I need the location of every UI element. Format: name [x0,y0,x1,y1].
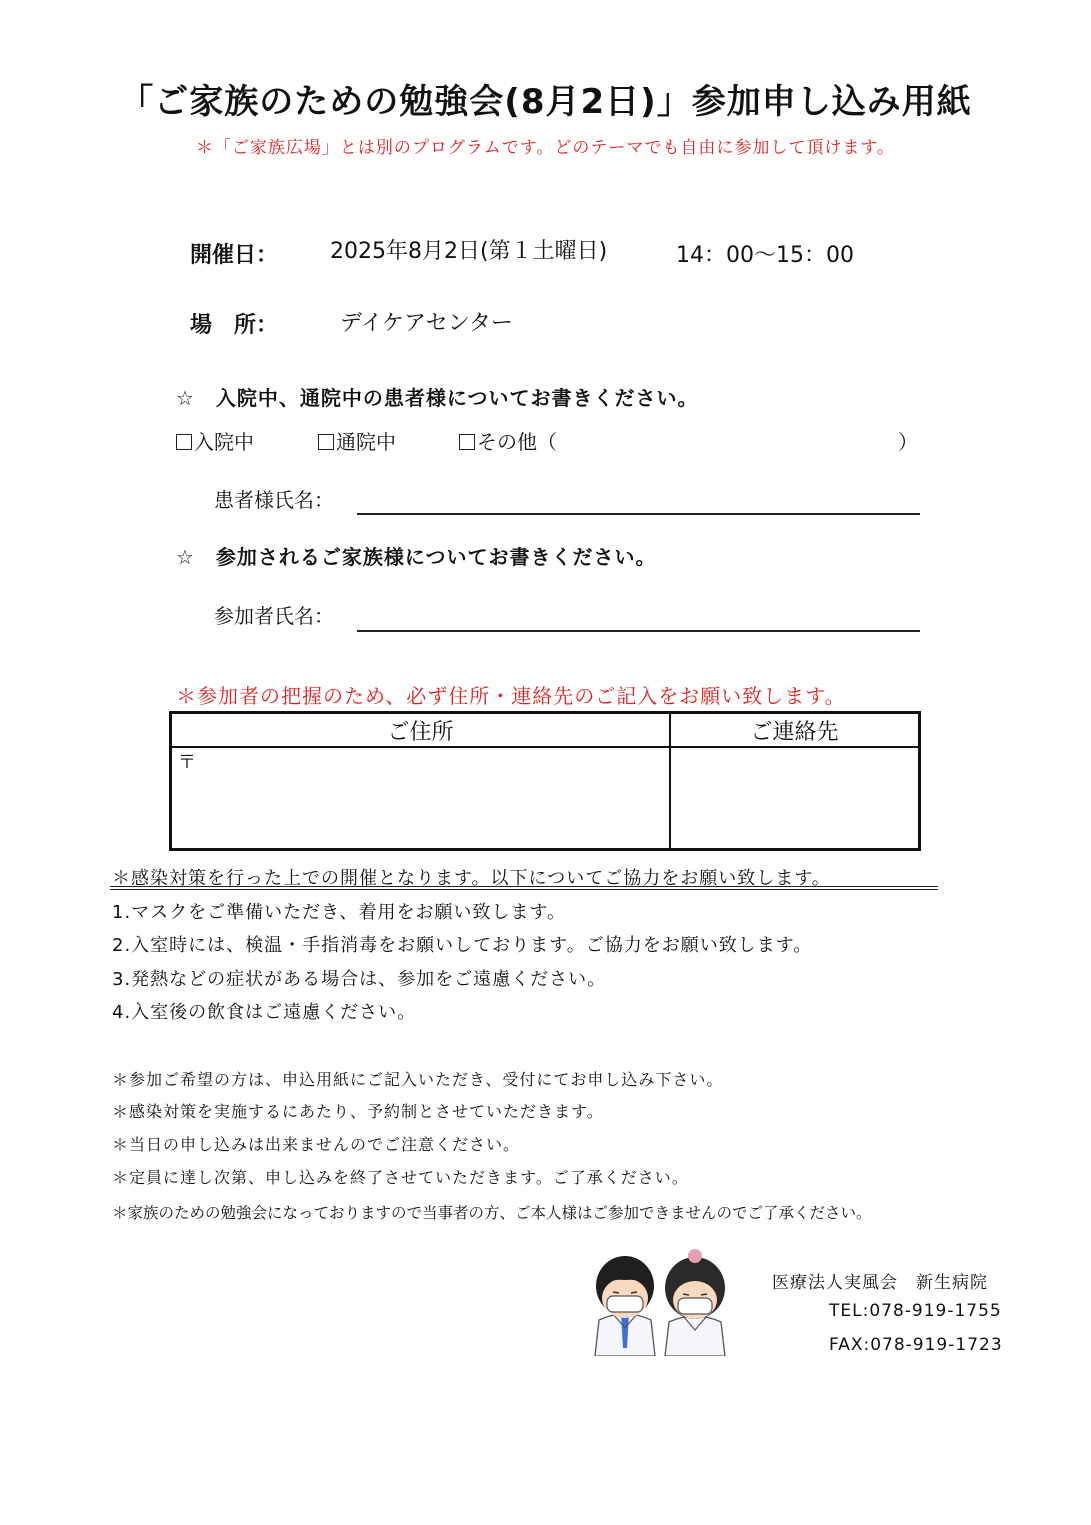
infection-heading: ＊感染対策を行った上での開催となります。以下についてご協力をお願い致します。 [112,868,831,889]
option-other-label: その他（ [477,430,557,454]
infection-item: 1.マスクをご準備いただき、着用をお願い致します。 [112,902,567,923]
subtitle-note: ＊「ご家族広場」とは別のプログラムです。どのテーマでも自由に参加して頂けます。 [195,138,896,158]
postal-mark: 〒 [178,752,196,773]
option-outpatient[interactable] [318,426,396,455]
nurse-woman-icon [665,1249,725,1356]
infection-underline-1 [110,886,938,887]
option-inpatient[interactable] [176,426,254,455]
date-value: 2025年8月2日(第１土曜日) [330,239,608,264]
checkbox-other[interactable] [459,434,475,450]
address-header: ご住所 [171,713,671,748]
family-heading: ☆ 参加されるご家族様についてお書きください。 [176,545,657,569]
place-value: デイケアセンター [340,311,513,336]
doctor-man-icon [595,1256,655,1356]
patient-name-field[interactable] [357,513,920,515]
contact-cell[interactable] [670,747,920,850]
address-contact-table [169,711,921,851]
address-notice: ＊参加者の把握のため、必ず住所・連絡先のご記入をお願い致します。 [176,684,846,708]
infection-underline-2 [110,889,938,890]
note-item: ＊感染対策を実施するにあたり、予約制とさせていただきます。 [112,1102,604,1121]
page-title: 「ご家族のための勉強会(8月2日)」参加申し込み用紙 [119,82,972,122]
checkbox-inpatient[interactable] [176,434,192,450]
patient-heading: ☆ 入院中、通院中の患者様についてお書きください。 [176,386,699,410]
option-other-close: ） [898,430,918,454]
infection-item: 2.入室時には、検温・手指消毒をお願いしております。ご協力をお願い致します。 [112,935,813,956]
patient-name-label: 患者様氏名： [214,488,334,512]
date-label: 開催日： [190,243,279,268]
note-item: ＊家族のための勉強会になっておりますので当事者の方、ご本人様はご参加できませんのでご了承ください。 [112,1204,872,1222]
option-outpatient-label: 通院中 [336,430,396,454]
tel-number: TEL:078-919-1755 [829,1301,1002,1321]
contact-header: ご連絡先 [670,713,920,748]
fax-number: FAX:078-919-1723 [829,1335,1003,1355]
infection-item: 3.発熱などの症状がある場合は、参加をご遠慮ください。 [112,969,607,990]
option-other[interactable] [459,426,557,455]
participant-name-field[interactable] [357,630,920,632]
checkbox-outpatient[interactable] [318,434,334,450]
infection-item: 4.入室後の飲食はご遠慮ください。 [112,1002,417,1023]
time-value: 14：00～15：00 [676,243,854,268]
note-item: ＊当日の申し込みは出来ませんのでご注意ください。 [112,1135,521,1154]
organization-name: 医療法人実風会 新生病院 [772,1273,988,1293]
place-label: 場 所： [190,313,279,338]
note-item: ＊定員に達し次第、申し込みを終了させていただきます。ご了承ください。 [112,1168,689,1187]
option-inpatient-label: 入院中 [194,430,254,454]
note-item: ＊参加ご希望の方は、申込用紙にご記入いただき、受付にてお申し込み下さい。 [112,1070,724,1089]
participant-name-label: 参加者氏名： [214,604,334,628]
address-cell[interactable] [171,747,671,850]
bowing-staff-illustration [585,1248,735,1356]
